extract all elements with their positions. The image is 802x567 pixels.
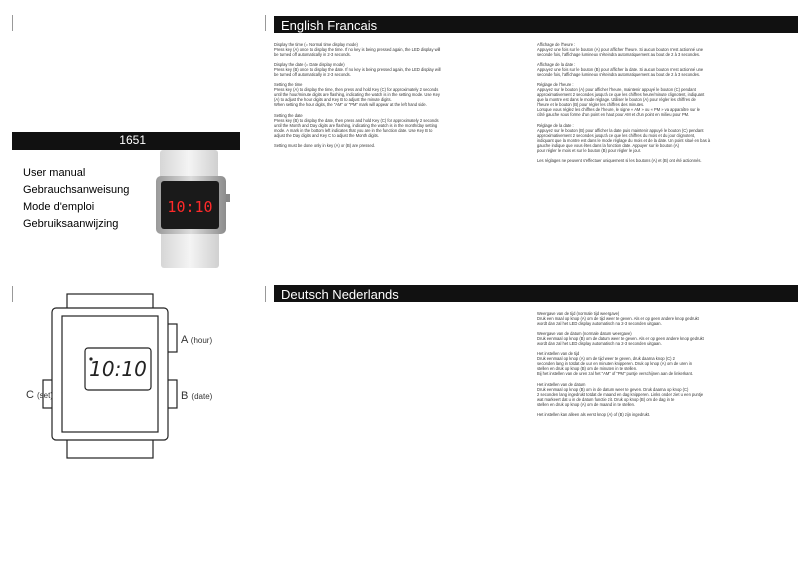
watch-photo xyxy=(152,150,232,268)
language-fr: Mode d'emploi xyxy=(23,201,95,213)
english-heading: Setting must be done only in key (A) or (B) are pressed. xyxy=(274,142,376,148)
button-b-function: (date) xyxy=(191,392,213,401)
section-title-english-french: English Francais xyxy=(274,16,798,33)
dutch-text-line: 2 seconden lang ingedrukt totdat de maand en dag knipperen. Links onder ziet u een puntje xyxy=(537,391,704,397)
french-paragraph xyxy=(537,82,797,117)
crop-mark-top-mid xyxy=(265,15,266,31)
french-heading: Réglage de l'heure : xyxy=(537,82,574,88)
french-heading: Les réglages ne peuvent s'effectuer uniquement si les boutons (A) et (B) ont été actionnés. xyxy=(537,157,702,163)
dutch-text-line: stellen en druk op knop (A) om de maand in te stellen. xyxy=(537,401,636,407)
dutch-heading: Het instellen van de datum xyxy=(537,381,586,387)
english-text-line: be turned off automatically in 2-3 seconds. xyxy=(274,52,351,57)
button-a-label xyxy=(181,334,212,346)
french-text-line: indiquant que la montre est dans le mode réglage du mois et de la date. Un point situé en bas à xyxy=(537,137,711,143)
model-number-bar: 1651 xyxy=(12,132,240,150)
english-text-line: Press key (B) to display the date, then press and hold Key (C) for approximately 2 seconds xyxy=(274,117,439,123)
dutch-paragraph xyxy=(537,382,797,407)
watch-photo-display: 10:10 xyxy=(167,198,213,216)
language-de: Gebrauchsanweisung xyxy=(23,184,130,196)
section-title-german-dutch: Deutsch Nederlands xyxy=(274,285,798,302)
french-text-line: approximativement 2 secondes jusqu'à ce que les chiffres heure/minute clignotent, indiquant xyxy=(537,92,705,98)
dutch-paragraph xyxy=(537,412,797,417)
language-en: User manual xyxy=(23,167,86,179)
dutch-text-line: stellen en druk op knop (B) om de minuten in te stellen. xyxy=(537,366,638,372)
french-heading: Affichage de l'heure : xyxy=(537,42,576,47)
dutch-text-line: Druk een maal op knop (A) om de tijd weer te geven. Als er op geen andere knop gedrukt xyxy=(537,316,699,321)
dutch-text-line: Druk eenmaal op knop (B) om de datum weer te geven. Als er op geen andere knop gedrukt xyxy=(537,336,704,342)
dutch-text-line: seconden lang in totdat de uur en minuten knipperen. Druk op knop (A) om de uren in xyxy=(537,361,692,367)
french-text-line: Appuyez sur le bouton (B) pour afficher la date puis maintenir appuyé le bouton (C) pendant xyxy=(537,127,704,133)
dutch-heading: Het instellen van de tijd xyxy=(537,351,580,357)
english-paragraph xyxy=(274,62,514,77)
button-b-letter: B xyxy=(181,390,189,402)
french-text-line: seconde fois, l'affichage lumineux s'éteindra automatiquement au bout de 2 à 3 secondes. xyxy=(537,52,701,57)
french-heading: Réglage de la date : xyxy=(537,122,574,128)
button-a-function: (hour) xyxy=(190,336,213,345)
dutch-text-line: wordt dan zal het LED display automatisch na 2-3 seconden uitgaan. xyxy=(537,321,662,326)
dutch-text-line: Druk eenmaal op knop (B) om in de datum weer te geven. Druk daarna op knop (C) xyxy=(537,386,689,392)
french-text-line: côté gauche sous forme d'un point en haut pour AM et d'un point en milieu pour PM. xyxy=(537,112,690,118)
french-paragraph xyxy=(537,42,797,57)
english-heading: Display the time (= Normal time display mode) xyxy=(274,42,358,47)
english-text-line: until the Month and Day digits are flashing, indicating the watch is in the month/day setting xyxy=(274,122,438,128)
english-instructions xyxy=(274,42,514,153)
dutch-heading: Weergave van de tijd (normale tijd weergave) xyxy=(537,311,620,316)
french-text-line: seconde fois, l'affichage lumineux s'éteindra automatiquement au bout de 2 à 3 secondes. xyxy=(537,72,701,78)
english-text-line: When setting the hour digits, the "AM" or "PM" mark will appear at the left hand side. xyxy=(274,102,427,108)
english-paragraph xyxy=(274,82,514,107)
french-instructions xyxy=(537,42,797,168)
english-paragraph xyxy=(274,113,514,138)
english-text-line: Press key (A) to display the time, then press and hold Key (C) for approximately 2 seconds xyxy=(274,87,439,93)
french-paragraph xyxy=(537,158,797,163)
english-heading: Setting the date xyxy=(274,112,303,118)
dutch-text-line: Druk eenmaal op knop (A) om de tijd weer te geven, druk daarna knop (C) 2 xyxy=(537,356,675,362)
french-text-line: approximativement 2 secondes jusqu'à ce que les chiffres du mois et du jour clignotent, xyxy=(537,132,696,138)
dutch-paragraph xyxy=(537,351,797,376)
french-heading: Affichage de la date : xyxy=(537,62,576,68)
french-text-line: Appuyez sur le bouton (A) pour afficher l'heure, maintenir appuyé le bouton (C) pendant xyxy=(537,87,696,93)
french-text-line: gauche indique que vous êtes dans la fonction date. Appuyer sur le bouton (A) xyxy=(537,142,680,148)
button-c-label xyxy=(26,389,53,401)
button-c-letter: C xyxy=(26,389,34,401)
english-heading: Display the date (= Date display mode) xyxy=(274,62,345,68)
english-text-line: (A) to adjust the hour digits and Key B to adjust the minute digits. xyxy=(274,97,392,103)
button-c-function: (set) xyxy=(37,391,54,400)
english-text-line: be turned off automatically in 2-3 seconds. xyxy=(274,72,351,78)
dutch-heading: Weergave van de datum (normale datum weergave) xyxy=(537,331,632,337)
english-heading: Setting the time xyxy=(274,82,303,88)
french-paragraph xyxy=(537,123,797,153)
english-text-line: mode. A mark in the bottom left indicates that you are in the function date. Use Key B to xyxy=(274,127,433,133)
dutch-text-line: wordt dan zal het LED display automatisch na 2-3 seconden uitgaan. xyxy=(537,341,662,347)
language-nl: Gebruiksaanwijzing xyxy=(23,218,119,230)
watch-diagram xyxy=(40,288,180,466)
french-text-line: Appuyez une fois sur le bouton (B) pour afficher la date. Si aucun bouton n'est actionné une xyxy=(537,67,704,73)
english-text-line: adjust the Day digits and Key C to adjust the Month digits. xyxy=(274,132,379,138)
english-text-line: Press key (A) once to display the time. If no key is being pressed again, the LED display will xyxy=(274,47,441,52)
manual-language-list xyxy=(23,165,129,233)
dutch-text-line: wat markeert dat u in de datum functie zit. Druk op knop (B) om de dag in te xyxy=(537,396,675,402)
english-paragraph xyxy=(274,42,514,57)
crop-mark-top-left xyxy=(12,15,13,31)
dutch-paragraph xyxy=(537,311,797,326)
dutch-paragraph xyxy=(537,331,797,346)
french-paragraph xyxy=(537,62,797,77)
english-text-line: until the hour/minute digits are flashing, indicating the watch is in the setting mode. Use Key xyxy=(274,92,440,98)
french-text-line: pour régler le mois et sur le bouton (B) pour régler le jour. xyxy=(537,147,641,153)
button-b-label xyxy=(181,390,212,402)
english-paragraph xyxy=(274,143,514,148)
watch-diagram-display: 10:10 xyxy=(89,357,147,381)
english-text-line: Press key (B) once to display the date. If no key is being pressed again, the LED display will xyxy=(274,67,441,73)
dutch-text-line: Bij het instellen van de uren zal het "AM" of "PM" puntje verschijnen aan de linkerkant. xyxy=(537,371,694,377)
dutch-instructions xyxy=(537,311,797,422)
dutch-heading: Het instellen kan alleen als eerst knop (A) of (B) zijn ingedrukt. xyxy=(537,411,651,417)
french-text-line: l'heure et le bouton (B) pour régler les chiffres des minutes. xyxy=(537,102,645,108)
french-text-line: Lorsque vous réglez les chiffres de l'heure, le signe « AM » ou « PM » va apparaître sur le xyxy=(537,107,700,113)
french-text-line: Appuyez une fois sur le bouton (A) pour afficher l'heure. Si aucun bouton n'est actionné une xyxy=(537,47,704,52)
crop-mark-mid-left xyxy=(12,286,13,302)
french-text-line: que la montre est dans le mode réglage. Utiliser le bouton (A) pour régler les chiffres de xyxy=(537,97,696,103)
button-a-letter: A xyxy=(181,334,188,346)
crop-mark-mid-mid xyxy=(265,286,266,302)
